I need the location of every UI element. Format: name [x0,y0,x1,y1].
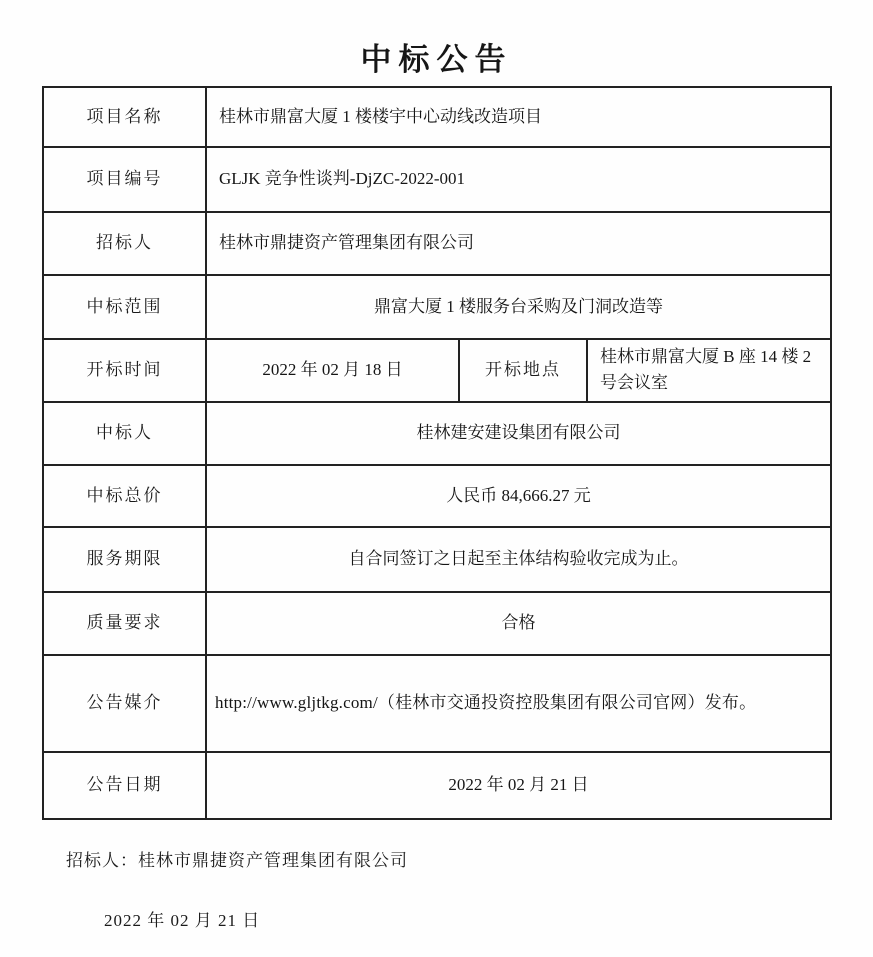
row-value-service-period: 自合同签订之日起至主体结构验收完成为止。 [206,527,831,592]
table-row [43,592,831,655]
row-value-project-name: 桂林市鼎富大厦 1 楼楼宇中心动线改造项目 [206,87,831,147]
table-row [43,655,831,752]
table-row [43,147,831,212]
row-label-total-price: 中标总价 [43,465,206,527]
row-value-tenderer: 桂林市鼎捷资产管理集团有限公司 [206,212,831,275]
row-label-opening-place: 开标地点 [459,339,587,402]
row-value-winner: 桂林建安建设集团有限公司 [206,402,831,465]
table-row [43,752,831,819]
row-value-announcement-date: 2022 年 02 月 21 日 [206,752,831,819]
table-row-bid-opening [43,339,831,402]
page-title: 中标公告 [360,42,513,77]
row-value-quality-requirement: 合格 [206,592,831,655]
announcement-table [42,86,832,820]
row-value-announcement-media: http://www.gljtkg.com/（桂林市交通投资控股集团有限公司官网）发布。 [206,655,831,752]
row-value-total-price: 人民币 84,666.27 元 [206,465,831,527]
row-value-opening-time: 2022 年 02 月 18 日 [206,339,459,402]
row-label-announcement-media: 公告媒介 [43,655,206,752]
table-row [43,212,831,275]
table-row [43,275,831,339]
table-row [43,465,831,527]
table-row [43,527,831,592]
table-row [43,87,831,147]
row-label-announcement-date: 公告日期 [43,752,206,819]
table-row [43,402,831,465]
row-value-project-number: GLJK 竞争性谈判-DjZC-2022-001 [206,147,831,212]
row-label-quality-requirement: 质量要求 [43,592,206,655]
row-label-bid-scope: 中标范围 [43,275,206,339]
footer-date-line: 2022 年 02 月 21 日 [104,911,261,930]
row-label-winner: 中标人 [43,402,206,465]
row-label-project-number: 项目编号 [43,147,206,212]
row-label-service-period: 服务期限 [43,527,206,592]
row-label-opening-time: 开标时间 [43,339,206,402]
row-label-project-name: 项目名称 [43,87,206,147]
footer-tenderer-line: 招标人：桂林市鼎捷资产管理集团有限公司 [66,851,408,870]
row-value-opening-place: 桂林市鼎富大厦 B 座 14 楼 2 号会议室 [587,339,831,402]
row-label-tenderer: 招标人 [43,212,206,275]
row-value-bid-scope: 鼎富大厦 1 楼服务台采购及门洞改造等 [206,275,831,339]
